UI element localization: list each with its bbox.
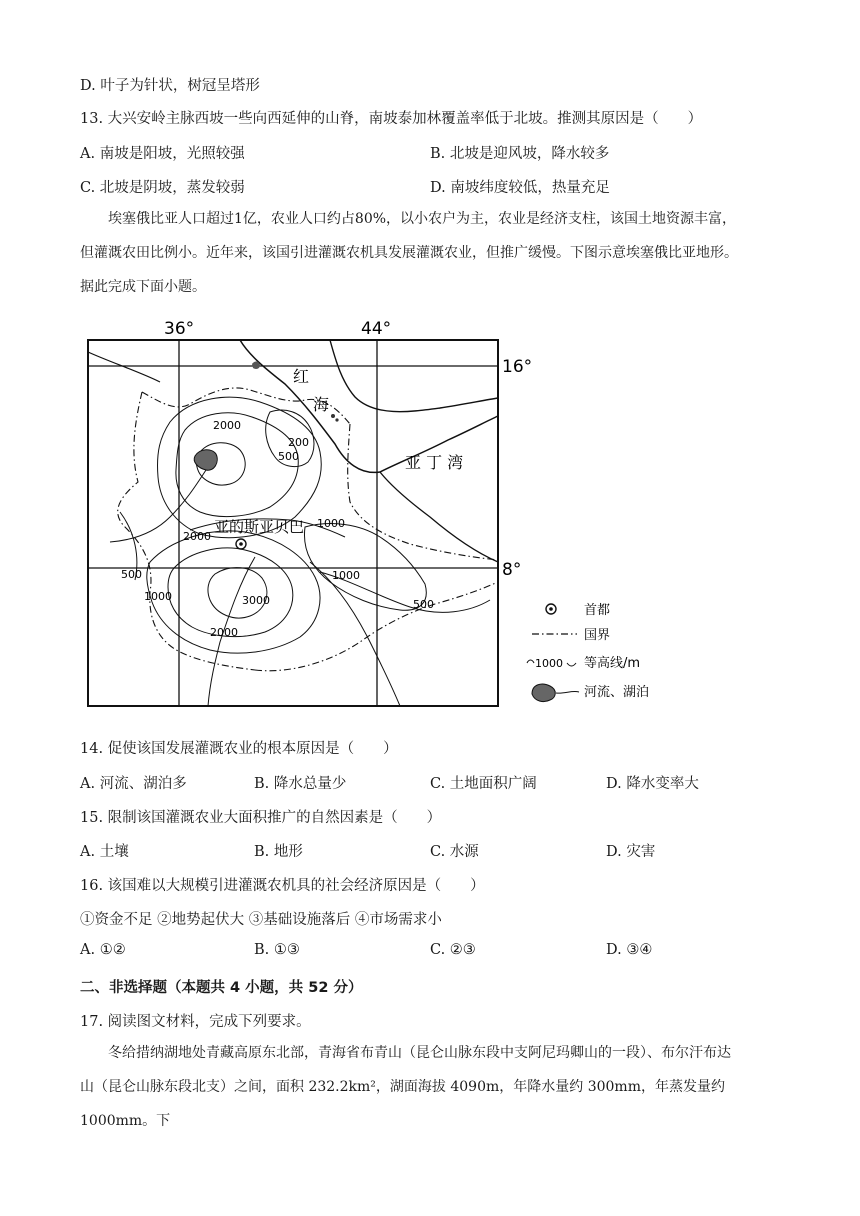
arabian-coast: [330, 340, 498, 412]
q16-statements: ①资金不足 ②地势起伏大 ③基础设施落后 ④市场需求小: [80, 912, 442, 928]
legend-capital-label: 首都: [584, 603, 611, 618]
capital-label: 亚的斯亚贝巴: [214, 518, 305, 536]
question-16-stem: 16. 该国难以大规模引进灌溉农机具的社会经济原因是（ ）: [80, 878, 485, 894]
q14-option-c: C. 土地面积广阔: [430, 776, 537, 792]
red-sea-label-2: 海: [313, 395, 330, 414]
contour-label-3000: 3000: [242, 594, 270, 607]
capital-symbol-dot: [239, 542, 243, 546]
q13-option-b: B. 北坡是迎风坡，降水较多: [430, 146, 610, 162]
ethiopia-terrain-map: [80, 312, 680, 710]
contour-label-500-a: 500: [278, 450, 299, 463]
map-legend: [527, 602, 649, 702]
legend-capital-icon-dot: [549, 607, 553, 611]
q13-option-c: C. 北坡是阴坡，蒸发较弱: [80, 180, 245, 196]
q14-option-b: B. 降水总量少: [254, 776, 347, 792]
section-2-heading: 二、非选择题（本题共 4 小题，共 52 分）: [80, 980, 363, 996]
q17-material-line-2: 山（昆仑山脉东段北支）之间，面积 232.2km²，湖面海拔 4090m，年降水量约 300mm，年蒸发量约 1000mm。下: [80, 1079, 725, 1129]
river-shebelle: [310, 562, 400, 706]
contour-label-500-b: 500: [121, 568, 142, 581]
contour-label-1000-b: 1000: [332, 569, 360, 582]
legend-border-label: 国界: [584, 628, 611, 643]
contour-label-1000-a: 1000: [317, 517, 345, 530]
q16-option-c: C. ②③: [430, 942, 476, 958]
legend-contour-label: 等高线/m: [584, 656, 641, 671]
latitude-8-label: 8°: [502, 560, 522, 580]
q17-material-line-1: 冬给措纳湖地处青藏高原东北部，青海省布青山（昆仑山脉东段中支阿尼玛卿山的一段）、布尔汗布达: [108, 1045, 731, 1061]
contour-label-2000-b: 2000: [183, 530, 211, 543]
legend-contour-tick-left: [527, 660, 534, 663]
question-14-stem: 14. 促使该国发展灌溉农业的根本原因是（ ）: [80, 741, 398, 757]
legend-contour-tick-right: [567, 663, 576, 666]
longitude-36-label: 36°: [164, 319, 195, 339]
question-17-stem: 17. 阅读图文材料，完成下列要求。: [80, 1014, 311, 1030]
q14-option-a: A. 河流、湖泊多: [80, 776, 187, 792]
small-lake-2: [331, 414, 335, 418]
small-lake-3: [335, 418, 338, 421]
passage-line-1: 埃塞俄比亚人口超过1亿，农业人口约占80%，以小农户为主，农业是经济支柱，该国土地资源丰富，: [108, 211, 737, 227]
q15-option-a: A. 土壤: [80, 844, 129, 860]
q14-option-d: D. 降水变率大: [606, 776, 699, 792]
border-east: [348, 424, 498, 560]
question-15-stem: 15. 限制该国灌溉农业大面积推广的自然因素是（ ）: [80, 810, 442, 826]
contour-label-500-c: 500: [413, 598, 434, 611]
q13-option-a: A. 南坡是阳坡，光照较强: [80, 146, 245, 162]
q16-option-a: A. ①②: [80, 942, 126, 958]
lake-tana: [194, 450, 217, 471]
contour-1000-east: [304, 524, 426, 611]
contour-label-1000-c: 1000: [144, 590, 172, 603]
horn-coast: [380, 472, 498, 562]
gulf-of-aden-label: 亚 丁 湾: [405, 453, 464, 472]
q15-option-d: D. 灾害: [606, 844, 656, 860]
contour-label-2000-a: 2000: [213, 419, 241, 432]
q16-option-d: D. ③④: [606, 942, 653, 958]
option-d-previous: D. 叶子为针状，树冠呈塔形: [80, 78, 260, 94]
legend-river-icon: [556, 691, 579, 693]
passage-line-2: 但灌溉农田比例小。近年来，该国引进灌溉农机具发展灌溉农业，但推广缓慢。下图示意埃塞俄比亚地形。: [80, 245, 738, 261]
red-sea-label-1: 红: [293, 367, 310, 386]
river-north-west: [88, 352, 160, 382]
passage-line-3: 据此完成下面小题。: [80, 279, 206, 295]
contour-2000-south: [168, 548, 293, 637]
q17-material: [80, 1036, 780, 1138]
contour-label-200: 200: [288, 436, 309, 449]
q15-option-b: B. 地形: [254, 844, 303, 860]
q16-option-b: B. ①③: [254, 942, 300, 958]
map-svg: [80, 312, 680, 710]
question-13-stem: 13. 大兴安岭主脉西坡一些向西延伸的山脊，南坡泰加林覆盖率低于北坡。推测其原因是（ ）: [80, 111, 703, 127]
legend-contour-sample: 1000: [535, 657, 563, 670]
legend-water-label: 河流、湖泊: [584, 685, 650, 700]
legend-lake-icon: [532, 684, 555, 701]
q15-option-c: C. 水源: [430, 844, 479, 860]
longitude-44-label: 44°: [361, 319, 392, 339]
contour-label-2000-c: 2000: [210, 626, 238, 639]
latitude-16-label: 16°: [502, 357, 533, 377]
passage: [80, 202, 780, 304]
q13-option-d: D. 南坡纬度较低，热量充足: [430, 180, 610, 196]
